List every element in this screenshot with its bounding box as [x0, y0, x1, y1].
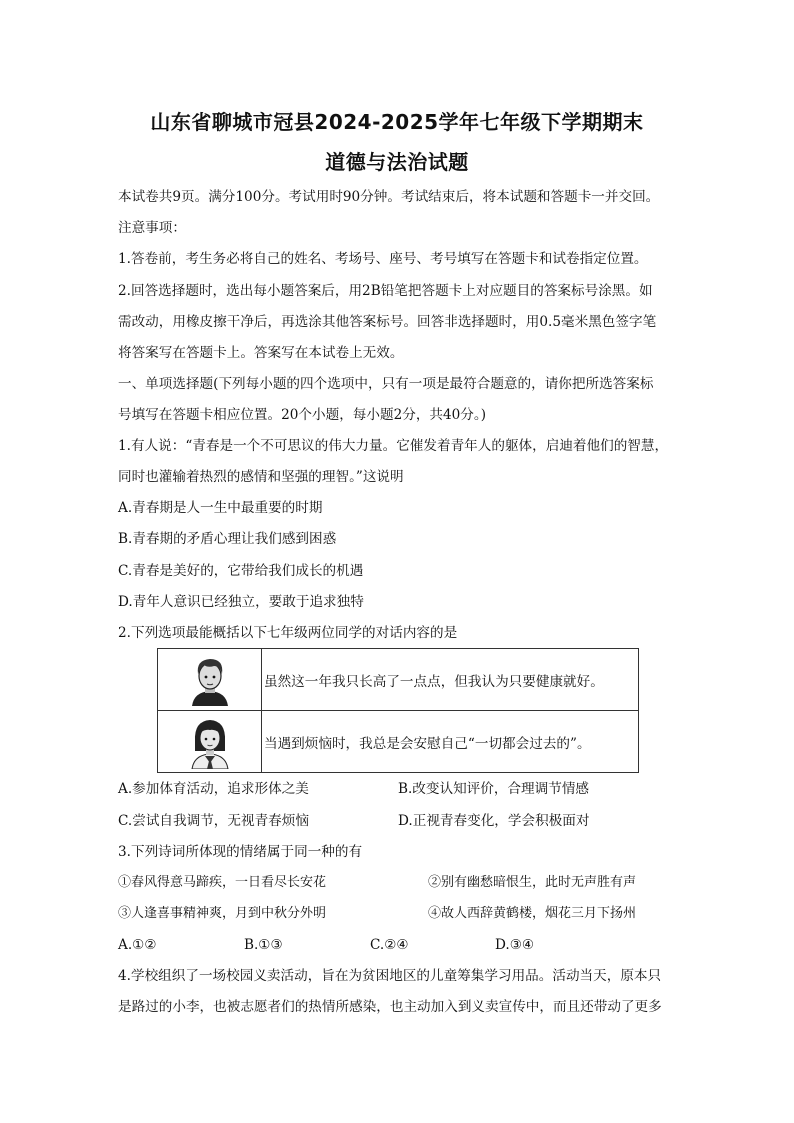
intro-paragraph: 本试卷共9页。满分100分。考试用时90分钟。考试结束后，将本试题和答题卡一并交回。	[118, 189, 660, 205]
notice-item-1: 1.答卷前，考生务必将自己的姓名、考场号、座号、考号填写在答题卡和试卷指定位置。	[118, 251, 648, 267]
dialog-text: 虽然这一年我只长高了一点点，但我认为只要健康就好。	[262, 649, 639, 711]
boy-portrait-icon	[186, 654, 234, 706]
section-heading-line-2: 号填写在答题卡相应位置。20个小题，每小题2分，共40分。)	[118, 407, 486, 423]
q2-option-c: C.尝试自我调节，无视青春烦恼	[118, 813, 309, 829]
exam-subtitle: 道德与法治试题	[325, 150, 469, 174]
dialog-row	[158, 649, 639, 711]
q1-option-a: A.青春期是人一生中最重要的时期	[118, 500, 323, 516]
q3-option-b: B.①③	[244, 937, 283, 953]
q1-stem-line-1: 1.有人说：“青春是一个不可思议的伟大力量。它催发着青年人的躯体，启迪着他们的智慧，	[118, 438, 669, 454]
q3-stem: 3.下列诗词所体现的情绪属于同一种的有	[118, 844, 363, 860]
q3-option-c: C.②④	[370, 937, 409, 953]
q3-poem-4: ④故人西辞黄鹤楼，烟花三月下扬州	[428, 906, 637, 921]
q1-option-d: D.青年人意识已经独立，要敢于追求独特	[118, 594, 364, 610]
q1-option-c: C.青春是美好的，它带给我们成长的机遇	[118, 563, 364, 579]
q4-stem-line-1: 4.学校组织了一场校园义卖活动，旨在为贫困地区的儿童筹集学习用品。活动当天，原本只	[118, 968, 662, 984]
q4-stem-line-2: 是路过的小李，也被志愿者们的热情所感染，也主动加入到义卖宣传中，而且还带动了更多	[118, 999, 662, 1015]
dialog-avatar-cell	[158, 649, 262, 711]
notice-item-2-line-2: 需改动，用橡皮擦干净后，再选涂其他答案标号。回答非选择题时，用0.5毫米黑色签字笔	[118, 314, 657, 330]
q1-option-b: B.青春期的矛盾心理让我们感到困惑	[118, 531, 337, 547]
q2-option-a: A.参加体育活动，追求形体之美	[118, 781, 309, 797]
q2-dialog-table	[157, 648, 639, 773]
q2-option-b: B.改变认知评价，合理调节情感	[398, 781, 590, 797]
q2-option-d: D.正视青春变化，学会积极面对	[398, 813, 590, 829]
dialog-avatar-cell	[158, 711, 262, 773]
q3-option-d: D.③④	[495, 937, 535, 953]
q1-stem-line-2: 同时也灌输着热烈的感情和坚强的理智。”这说明	[118, 469, 404, 485]
exam-title: 山东省聊城市冠县2024-2025学年七年级下学期期末	[150, 110, 644, 134]
q3-option-a: A.①②	[118, 937, 157, 953]
q3-poem-1: ①春风得意马蹄疾，一日看尽长安花	[118, 875, 327, 890]
q3-poem-3: ③人逢喜事精神爽，月到中秋分外明	[118, 906, 327, 921]
notice-item-2-line-3: 将答案写在答题卡上。答案写在本试卷上无效。	[118, 345, 404, 361]
notice-heading: 注意事项：	[118, 220, 186, 236]
q3-poem-2: ②别有幽愁暗恨生，此时无声胜有声	[428, 875, 637, 890]
dialog-row	[158, 711, 639, 773]
section-heading-line-1: 一、单项选择题(下列每小题的四个选项中，只有一项是最符合题意的，请你把所选答案标	[118, 376, 654, 392]
dialog-text: 当遇到烦恼时，我总是会安慰自己“一切都会过去的”。	[262, 711, 639, 773]
notice-item-2-line-1: 2.回答选择题时，选出每小题答案后，用2B铅笔把答题卡上对应题目的答案标号涂黑。如	[118, 283, 653, 299]
girl-portrait-icon	[186, 715, 234, 769]
q2-stem: 2.下列选项最能概括以下七年级两位同学的对话内容的是	[118, 625, 458, 641]
